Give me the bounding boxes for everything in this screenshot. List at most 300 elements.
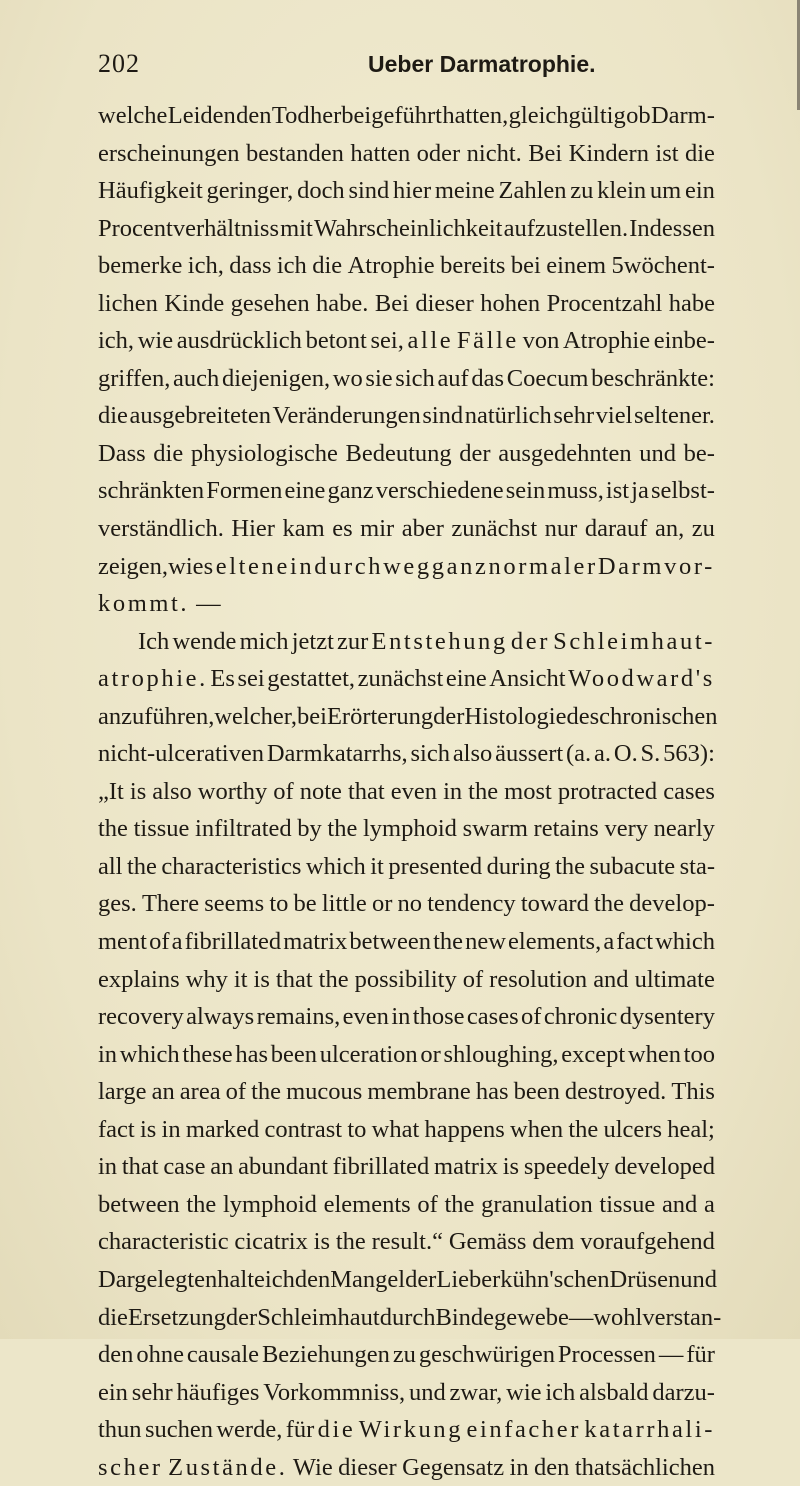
word: Woodward's bbox=[568, 665, 715, 693]
word: 5wöchent- bbox=[611, 252, 715, 280]
word: mir bbox=[360, 515, 395, 543]
word: of bbox=[273, 777, 294, 805]
word: the bbox=[468, 777, 499, 805]
text-line bbox=[98, 435, 715, 473]
text-line bbox=[98, 1261, 718, 1299]
word: habe bbox=[668, 289, 715, 317]
word: new bbox=[465, 928, 506, 956]
word: verständlich. bbox=[98, 515, 224, 543]
text-line bbox=[98, 247, 715, 285]
word: wie bbox=[137, 327, 174, 355]
word: die bbox=[153, 439, 184, 467]
word: natürlich bbox=[464, 402, 552, 430]
word: a bbox=[171, 928, 183, 956]
word: Schleimhaut bbox=[257, 1303, 380, 1331]
word: den bbox=[236, 102, 272, 129]
word: zwar, bbox=[449, 1378, 503, 1406]
word: in bbox=[98, 1040, 118, 1068]
word: no bbox=[397, 890, 423, 918]
word: geringer, bbox=[206, 177, 294, 205]
word: katarrhali- bbox=[584, 1416, 715, 1444]
word: wohlverstan- bbox=[593, 1303, 722, 1331]
word: ohne bbox=[136, 1341, 184, 1369]
word: to bbox=[269, 890, 289, 918]
word: Wirkung bbox=[358, 1416, 464, 1444]
word: Coecum bbox=[506, 364, 589, 392]
word: sie bbox=[365, 364, 393, 392]
word: bemerke bbox=[98, 252, 183, 280]
word: verschiedene bbox=[375, 477, 504, 505]
text-line bbox=[98, 585, 715, 623]
word: the bbox=[444, 1190, 475, 1218]
word: Indessen bbox=[629, 214, 715, 242]
word: is bbox=[313, 1228, 330, 1256]
word: Bedeutung bbox=[345, 439, 452, 467]
word: Veränderungen bbox=[272, 402, 421, 430]
word: physiologische bbox=[190, 439, 338, 467]
word: alsbald bbox=[579, 1378, 649, 1406]
word: hatten bbox=[350, 139, 411, 167]
word: „It bbox=[98, 777, 124, 805]
word: been bbox=[513, 1078, 560, 1106]
word: happens bbox=[424, 1115, 505, 1143]
word: a. bbox=[594, 740, 612, 768]
word: eine bbox=[445, 665, 487, 693]
word: ment bbox=[98, 928, 147, 956]
word: what bbox=[371, 1115, 420, 1143]
word: destroyed. bbox=[564, 1078, 667, 1106]
word: ich bbox=[276, 252, 307, 280]
word: diejenigen, bbox=[221, 364, 331, 392]
word: lymphoid bbox=[363, 815, 457, 843]
word: dem bbox=[532, 1228, 575, 1256]
word: is bbox=[129, 777, 147, 805]
word: der bbox=[459, 439, 491, 467]
word: has bbox=[235, 1040, 269, 1068]
word: fact bbox=[616, 928, 653, 956]
word: 563): bbox=[663, 740, 715, 768]
word: vor- bbox=[664, 552, 715, 580]
word: the bbox=[251, 1078, 282, 1106]
word: fibrillated bbox=[184, 928, 282, 956]
word: Hier bbox=[231, 515, 275, 543]
word: einem bbox=[546, 252, 607, 280]
word: protracted bbox=[557, 777, 658, 805]
word: sta- bbox=[679, 852, 715, 880]
word: um bbox=[649, 177, 682, 205]
word: sehr bbox=[553, 402, 595, 430]
word: Vorkommniss, bbox=[263, 1378, 406, 1406]
word: der bbox=[433, 702, 465, 730]
word: when bbox=[510, 1115, 564, 1143]
word: it bbox=[370, 852, 384, 880]
word: nicht. bbox=[466, 139, 522, 167]
word: which bbox=[305, 852, 366, 880]
word: Bindegewebe bbox=[435, 1303, 569, 1331]
word: is bbox=[253, 965, 270, 993]
text-line bbox=[98, 1299, 722, 1337]
word: Darm- bbox=[650, 102, 715, 129]
word: dieser bbox=[338, 1453, 397, 1481]
word: Processen bbox=[557, 1341, 656, 1369]
word: the bbox=[126, 852, 157, 880]
word: shloughing, bbox=[443, 1040, 559, 1068]
word: membrane bbox=[367, 1078, 471, 1106]
word: betont bbox=[305, 327, 367, 355]
word: between bbox=[98, 1190, 180, 1218]
word: darzu- bbox=[652, 1378, 715, 1406]
word: ges. bbox=[98, 890, 137, 918]
word: developed bbox=[614, 1153, 715, 1181]
word: ob bbox=[626, 102, 651, 129]
word: large bbox=[98, 1078, 147, 1106]
word: herbeigeführt bbox=[309, 102, 442, 129]
word: it bbox=[233, 965, 248, 993]
word: Bei bbox=[374, 289, 409, 317]
word: Mangel bbox=[330, 1265, 406, 1293]
word: Es bbox=[210, 665, 235, 693]
word: marked bbox=[185, 1115, 260, 1143]
word: ultimate bbox=[634, 965, 715, 993]
word: ist bbox=[655, 139, 679, 167]
text-line bbox=[98, 660, 715, 698]
word: also bbox=[152, 777, 192, 805]
word: tendency bbox=[427, 890, 516, 918]
word: ja bbox=[631, 477, 649, 505]
text-line bbox=[98, 1036, 715, 1074]
word: also bbox=[452, 740, 493, 768]
word: nicht-ulcerativen bbox=[98, 740, 264, 768]
word: Wahrscheinlichkeit bbox=[313, 214, 503, 242]
word: atrophie. bbox=[98, 665, 208, 693]
word: hohen bbox=[480, 289, 541, 317]
word: ich, bbox=[187, 252, 224, 280]
word: oder bbox=[416, 139, 461, 167]
word: has bbox=[475, 1078, 509, 1106]
word: tissue bbox=[133, 815, 190, 843]
word: ulcers bbox=[603, 1115, 662, 1143]
text-line bbox=[98, 548, 715, 586]
word: gesehen bbox=[230, 289, 310, 317]
word: toward bbox=[520, 890, 589, 918]
word: Ansicht bbox=[489, 665, 566, 693]
word: of bbox=[462, 965, 484, 993]
word: an bbox=[210, 1153, 234, 1181]
text-line bbox=[98, 885, 715, 923]
word: chronischen bbox=[599, 702, 718, 730]
word: die bbox=[312, 252, 343, 280]
word: normaler bbox=[488, 552, 598, 580]
word: infiltrated bbox=[195, 815, 292, 843]
word: in bbox=[443, 777, 463, 805]
page-number: 202 bbox=[98, 49, 140, 78]
word: these bbox=[182, 1040, 233, 1068]
word: which bbox=[119, 1040, 180, 1068]
word: that bbox=[275, 965, 313, 993]
word: This bbox=[671, 1078, 715, 1106]
word: dass bbox=[229, 252, 272, 280]
word: das bbox=[471, 364, 505, 392]
word: wo bbox=[332, 364, 363, 392]
word: the bbox=[433, 928, 463, 956]
word: sind bbox=[422, 402, 464, 430]
word: sein bbox=[505, 477, 546, 505]
word: Zahlen bbox=[498, 177, 567, 205]
word: and bbox=[593, 965, 629, 993]
word: halte bbox=[217, 1265, 265, 1293]
word: gleichgültig bbox=[508, 102, 626, 129]
word: possibility bbox=[354, 965, 457, 993]
word: ausdrücklich bbox=[176, 327, 302, 355]
word: Dass bbox=[98, 439, 146, 467]
word: Darmkatarrhs, bbox=[266, 740, 408, 768]
word: auch bbox=[173, 364, 220, 392]
word: Atrophie bbox=[562, 327, 651, 355]
word: selbst- bbox=[650, 477, 715, 505]
word: ich bbox=[264, 1265, 295, 1293]
word: ganz bbox=[431, 552, 489, 580]
word: all bbox=[98, 852, 123, 880]
text-line bbox=[98, 97, 715, 135]
word: in bbox=[98, 1153, 118, 1181]
word: matrix bbox=[283, 928, 348, 956]
word: which bbox=[655, 928, 715, 956]
word: sei, bbox=[370, 327, 404, 355]
word: zu bbox=[570, 177, 594, 205]
word: little bbox=[321, 890, 367, 918]
word: werde, bbox=[216, 1416, 283, 1444]
word: geschwürigen bbox=[418, 1341, 555, 1369]
word: auf bbox=[437, 364, 469, 392]
word: Häufigkeit bbox=[98, 177, 203, 205]
word: die bbox=[685, 139, 715, 167]
text-line bbox=[98, 773, 715, 811]
word: area bbox=[179, 1078, 221, 1106]
word: explains bbox=[98, 965, 180, 993]
word: is bbox=[502, 1153, 520, 1181]
word: bereits bbox=[440, 252, 506, 280]
word: Entstehung bbox=[371, 627, 508, 655]
word: jetzt bbox=[291, 627, 334, 655]
word: ich, bbox=[98, 327, 135, 355]
word: thun bbox=[98, 1416, 142, 1444]
word: Drüsen bbox=[609, 1265, 681, 1293]
word: Kinde bbox=[164, 289, 225, 317]
word: dieser bbox=[415, 289, 474, 317]
word: cases bbox=[466, 1003, 519, 1031]
word: worthy bbox=[197, 777, 268, 805]
text-line bbox=[98, 1374, 715, 1412]
word: den bbox=[534, 1453, 570, 1481]
word: von bbox=[522, 327, 560, 355]
word: wende bbox=[172, 627, 237, 655]
word: Leiden bbox=[167, 102, 236, 129]
word: zu bbox=[691, 515, 715, 543]
word: den bbox=[294, 1265, 331, 1293]
word: ich bbox=[545, 1378, 576, 1406]
text-line bbox=[98, 172, 715, 210]
text-line bbox=[98, 1186, 715, 1224]
word: Dargelegten bbox=[98, 1265, 218, 1293]
word: eine bbox=[284, 477, 326, 505]
word: even bbox=[342, 1003, 389, 1031]
text-line bbox=[98, 1111, 715, 1149]
word: alle bbox=[407, 327, 454, 355]
word: Lieberkühn'schen bbox=[436, 1265, 610, 1293]
word: seems bbox=[204, 890, 265, 918]
text-line bbox=[98, 698, 718, 736]
word: even bbox=[390, 777, 438, 805]
word: gestattet, bbox=[267, 665, 356, 693]
word: the bbox=[555, 852, 585, 880]
word: Formen bbox=[206, 477, 283, 505]
word: result.“ bbox=[371, 1228, 443, 1256]
running-title: Ueber Darmatrophie. bbox=[368, 51, 596, 77]
word: when bbox=[627, 1040, 681, 1068]
word: schränkten bbox=[98, 477, 205, 505]
word: kam bbox=[282, 515, 325, 543]
word: why bbox=[185, 965, 228, 993]
word: beschränkte: bbox=[591, 364, 715, 392]
word: aber bbox=[401, 515, 444, 543]
word: the bbox=[594, 890, 624, 918]
word: zu bbox=[392, 1341, 416, 1369]
text-line bbox=[98, 998, 715, 1036]
word: für bbox=[686, 1341, 715, 1369]
word: elements, bbox=[508, 928, 602, 956]
text-line bbox=[98, 923, 715, 961]
word: cases bbox=[663, 777, 715, 805]
word: to bbox=[347, 1115, 367, 1143]
word: or bbox=[371, 890, 393, 918]
word: Procentverhältniss bbox=[98, 214, 279, 242]
word: the bbox=[98, 815, 128, 843]
word: dysentery bbox=[619, 1003, 715, 1031]
word: kommt. bbox=[98, 590, 190, 618]
word: is bbox=[139, 1115, 157, 1143]
word: Gegensatz bbox=[402, 1453, 505, 1481]
word: in bbox=[391, 1003, 411, 1031]
word: selten bbox=[203, 552, 277, 580]
word: matrix bbox=[434, 1153, 498, 1181]
word: of bbox=[417, 1190, 438, 1218]
word: wie bbox=[506, 1378, 542, 1406]
text-line bbox=[98, 623, 715, 661]
word: the bbox=[186, 1190, 217, 1218]
word: and bbox=[661, 1190, 698, 1218]
word: klein bbox=[597, 177, 647, 205]
word: meine bbox=[434, 177, 495, 205]
word: the bbox=[318, 965, 349, 993]
word: fibrillated bbox=[332, 1153, 430, 1181]
word: of bbox=[225, 1078, 247, 1106]
text-line bbox=[98, 1411, 715, 1449]
word: always bbox=[186, 1003, 255, 1031]
word: bei bbox=[297, 702, 327, 730]
word: ein bbox=[98, 1378, 128, 1406]
word: between bbox=[349, 928, 431, 956]
text-line bbox=[98, 1449, 715, 1486]
word: note bbox=[299, 777, 342, 805]
word: recovery bbox=[98, 1003, 184, 1031]
text-line bbox=[98, 1336, 715, 1374]
word: an bbox=[151, 1078, 175, 1106]
word: swarm bbox=[462, 815, 528, 843]
text-line bbox=[98, 510, 715, 548]
word: subacute bbox=[589, 852, 676, 880]
word: cicatrix bbox=[234, 1228, 308, 1256]
word: the bbox=[568, 1115, 599, 1143]
word: by bbox=[297, 815, 322, 843]
word: characteristic bbox=[98, 1228, 229, 1256]
word: Tod bbox=[271, 102, 310, 129]
word: mich bbox=[239, 627, 289, 655]
word: Kindern bbox=[568, 139, 649, 167]
word: sehr bbox=[131, 1378, 173, 1406]
word: of bbox=[149, 928, 170, 956]
word: die bbox=[317, 1416, 356, 1444]
body-text bbox=[98, 97, 722, 1486]
word: most bbox=[504, 777, 552, 805]
word: be- bbox=[683, 439, 715, 467]
word: der bbox=[405, 1265, 437, 1293]
word: zunächst bbox=[451, 515, 538, 543]
word: contrast bbox=[264, 1115, 343, 1143]
word: the bbox=[335, 1228, 366, 1256]
word: griffen, bbox=[98, 364, 171, 392]
word: durchweg bbox=[314, 552, 432, 580]
word: nur bbox=[544, 515, 578, 543]
word: es bbox=[332, 515, 353, 543]
word: Atrophie bbox=[347, 252, 435, 280]
word: welcher, bbox=[214, 702, 298, 730]
text-line bbox=[98, 210, 715, 248]
word: den bbox=[98, 1341, 134, 1369]
word: Zustände. bbox=[168, 1453, 288, 1481]
word: ein bbox=[276, 552, 315, 580]
word: be bbox=[293, 890, 317, 918]
word: Ersetzung bbox=[127, 1303, 226, 1331]
word: speedely bbox=[523, 1153, 610, 1181]
word: thatsächlichen bbox=[574, 1453, 715, 1481]
word: für bbox=[285, 1416, 315, 1444]
word: häufiges bbox=[176, 1378, 260, 1406]
word: ein bbox=[684, 177, 715, 205]
word: erscheinungen bbox=[98, 139, 240, 167]
word: case bbox=[163, 1153, 206, 1181]
word: Schleimhaut- bbox=[553, 627, 715, 655]
word: aufzustellen. bbox=[503, 214, 629, 242]
word: bestanden bbox=[245, 139, 344, 167]
word: habe. bbox=[316, 289, 369, 317]
text-line bbox=[98, 1223, 715, 1261]
word: — bbox=[658, 1341, 684, 1369]
word: an, bbox=[654, 515, 685, 543]
word: bei bbox=[510, 252, 541, 280]
word: seltener. bbox=[633, 402, 715, 430]
word: viel bbox=[595, 402, 633, 430]
word: und bbox=[680, 1265, 718, 1293]
text-line bbox=[98, 1148, 715, 1186]
word: doch bbox=[297, 177, 345, 205]
word: Beziehungen bbox=[261, 1341, 390, 1369]
word: zeigen, bbox=[98, 552, 169, 580]
word: Gemäss bbox=[448, 1228, 527, 1256]
word: tissue bbox=[599, 1190, 656, 1218]
word: — bbox=[568, 1303, 594, 1331]
word: Erörterung bbox=[326, 702, 434, 730]
word: Wie bbox=[292, 1453, 333, 1481]
